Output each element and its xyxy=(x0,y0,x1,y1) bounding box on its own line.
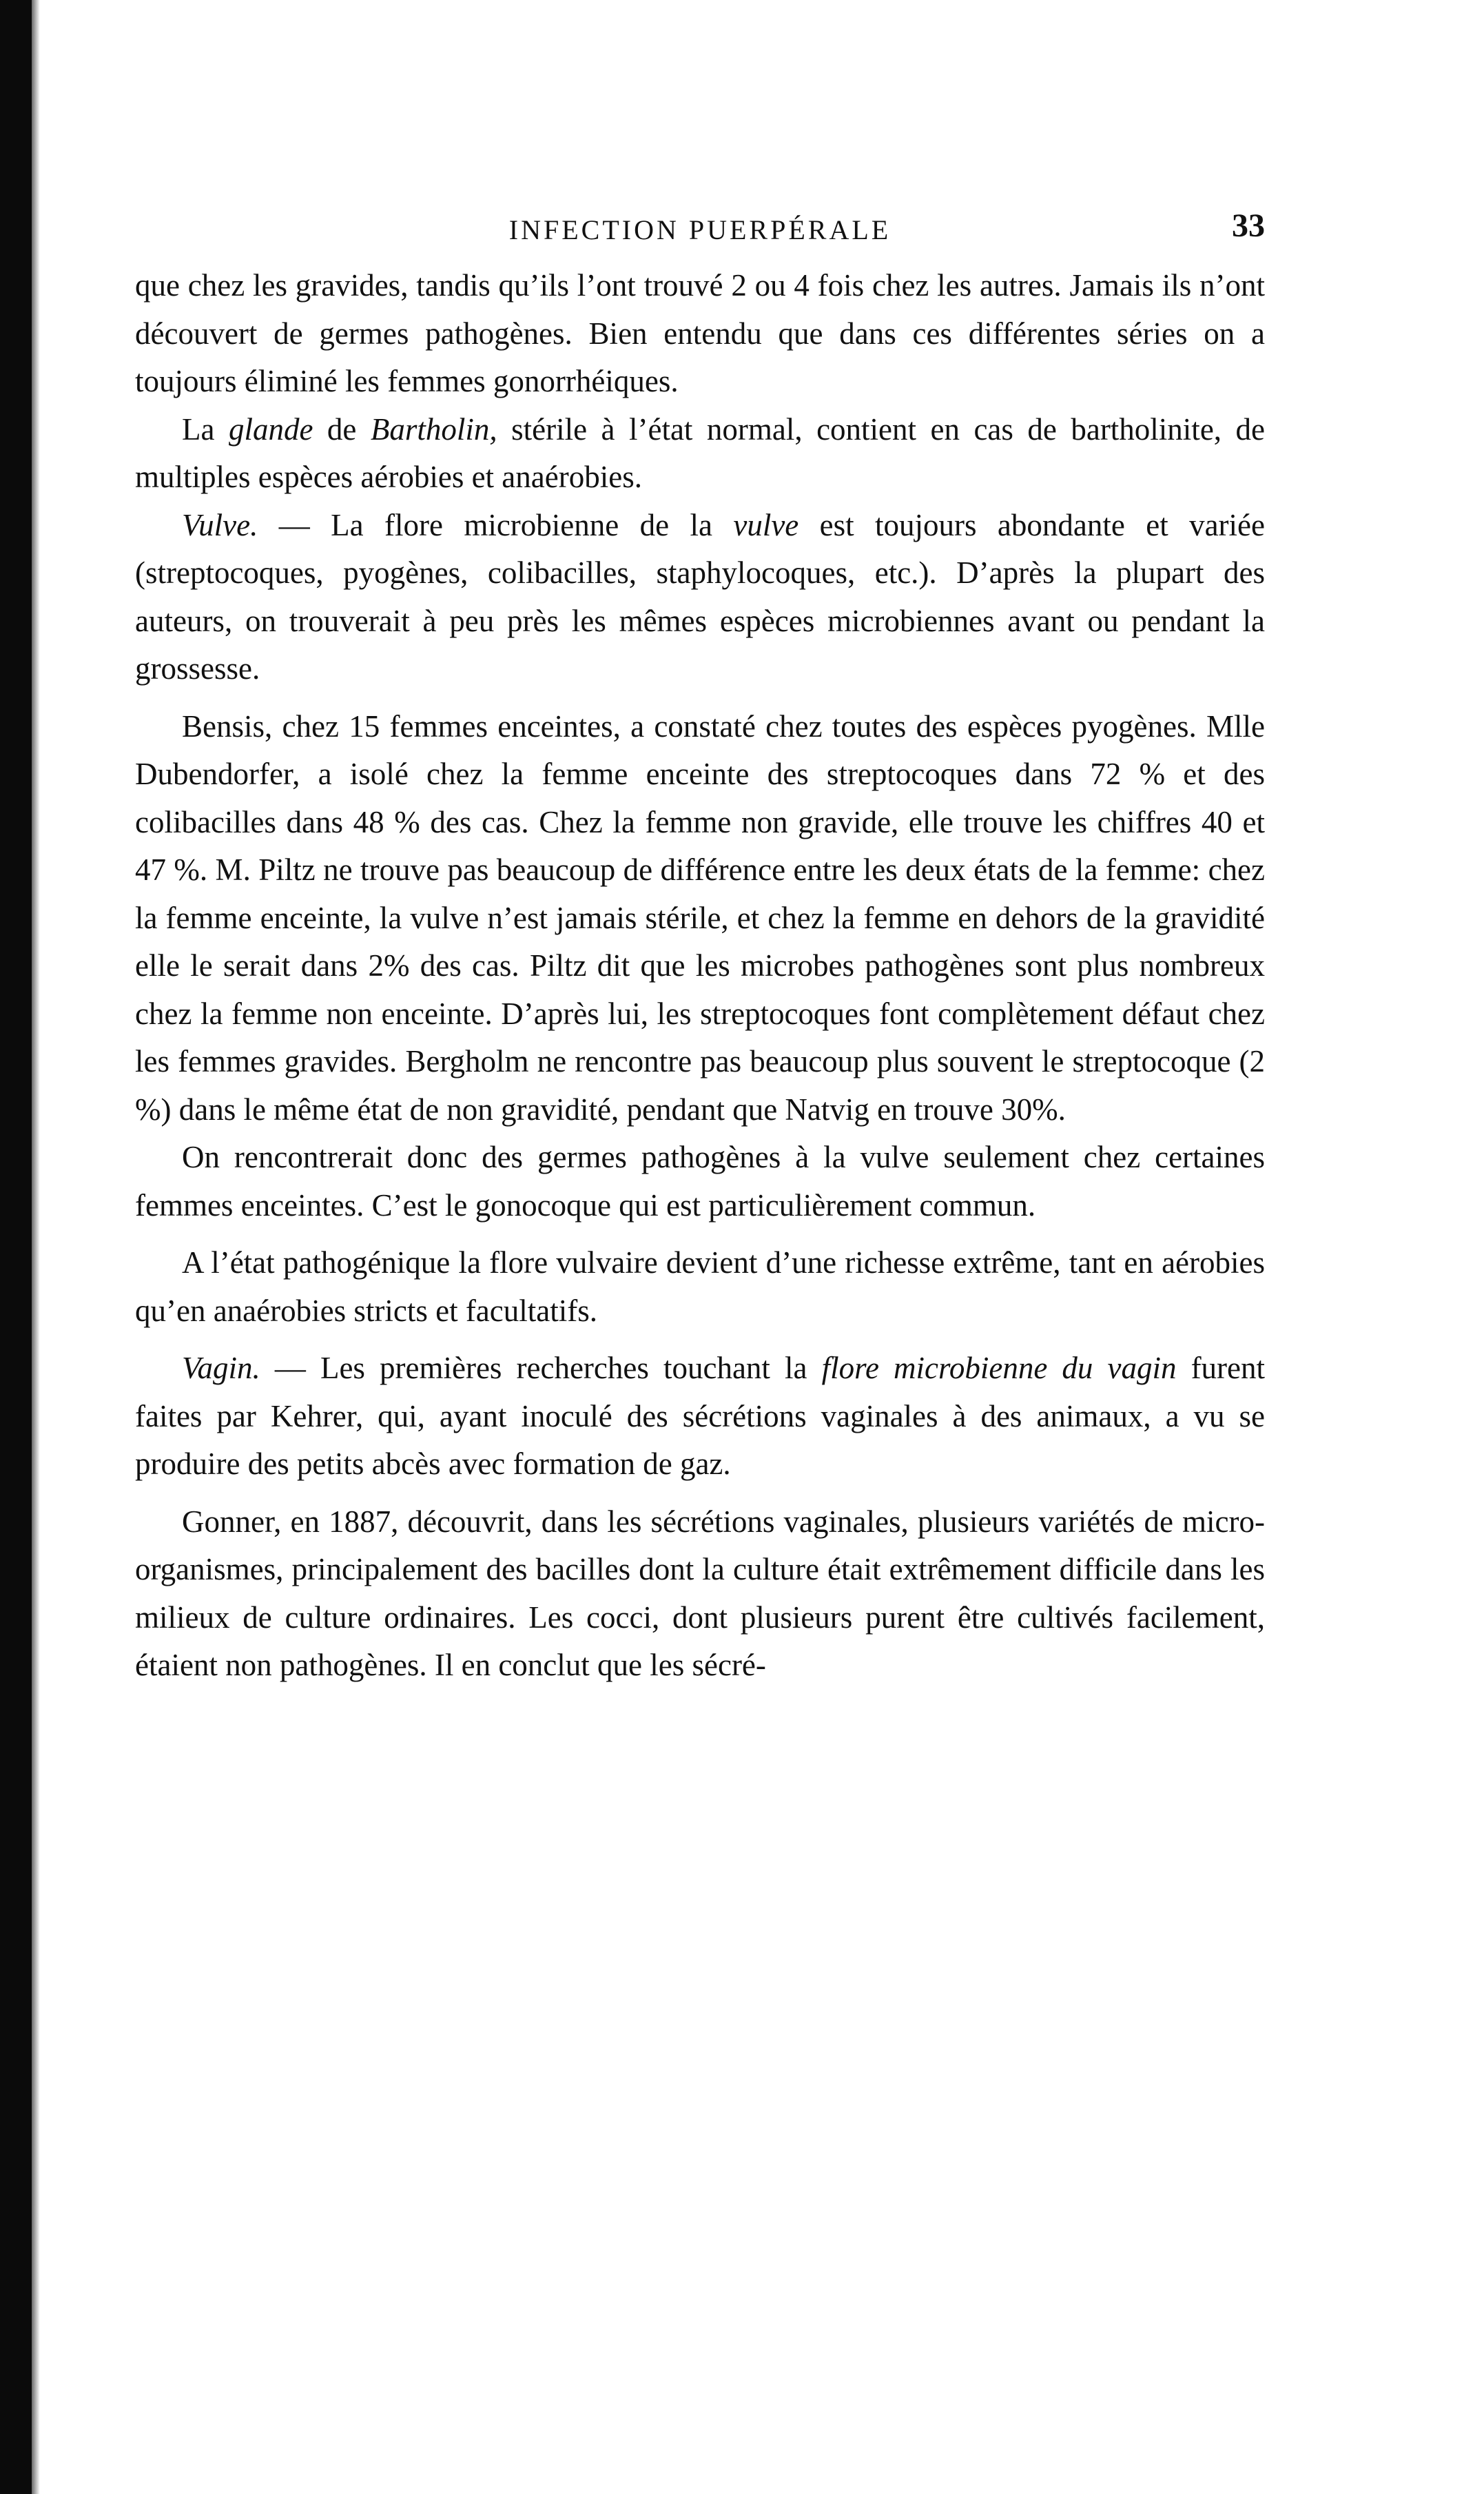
binding-edge xyxy=(0,0,32,2494)
section-heading-vagin: Vagin. xyxy=(182,1351,260,1385)
paragraph-6: A l’état pathogénique la flore vulvaire devient d’une richesse extrême, tant en aérobies qu’en anaérobies stricts et facultatifs. xyxy=(135,1245,1265,1328)
body-text xyxy=(135,262,1265,1690)
running-title: INFECTION PUERPÉRALE xyxy=(508,214,892,245)
binding-shadow xyxy=(32,0,40,2494)
paragraph-7: Vagin. — Les premières recherches touchant la flore microbienne du vagin furent faites par Kehrer, qui, ayant inoculé des sécrétions vaginales à des animaux, a vu se produire des petits abcès avec formation de gaz. xyxy=(135,1351,1266,1481)
paragraph-4: Bensis, chez 15 femmes enceintes, a constaté chez toutes des espèces pyogènes. Mlle Dubendorfer, a isolé chez la femme enceinte des streptocoques dans 72 % et des colibacilles dans 48 % des cas. Chez la femme non gravide, elle trouve les chiffres 40 et 47 %. M. Piltz ne trouve pas beaucoup de différence entre les deux états de la femme: chez la femme enceinte, la vulve n’est jamais stérile, et chez la femme en dehors de la gravidité elle le serait dans 2% des cas. Piltz dit que les microbes pathogènes sont plus nombreux chez la femme non enceinte. D’après lui, les streptocoques font complètement défaut chez les femmes gravides. Bergholm ne rencontre pas beaucoup plus souvent le streptocoque (2 %) dans le même état de non gravidité, pendant que Natvig en trouve 30%. xyxy=(135,708,1265,1127)
page xyxy=(135,207,1265,1690)
running-head xyxy=(135,207,1265,262)
page-number: 33 xyxy=(1232,207,1265,244)
paragraph-3: Vulve. — La flore microbienne de la vulve est toujours abondante et variée (streptocoques, pyogènes, colibacilles, staphylocoques, etc.). D’après la plupart des auteurs, on trouverait à peu près les mêmes espèces microbiennes avant ou pendant la grossesse. xyxy=(135,507,1265,686)
paragraph-1: que chez les gravides, tandis qu’ils l’ont trouvé 2 ou 4 fois chez les autres. Jamais ils n’ont découvert de germes pathogènes. Bien entendu que dans ces différentes séries on a toujours éliminé les femmes gonorrhéiques. xyxy=(135,268,1265,398)
paragraph-5: On rencontrerait donc des germes pathogènes à la vulve seulement chez certaines femmes enceintes. C’est le gonocoque qui est particulièrement commun. xyxy=(135,1140,1265,1223)
paragraph-2: La glande de Bartholin, stérile à l’état normal, contient en cas de bartholinite, de multiples espèces aérobies et anaérobies. xyxy=(135,411,1265,494)
paragraph-8: Gonner, en 1887, découvrit, dans les sécrétions vaginales, plusieurs variétés de micro-organismes, principalement des bacilles dont la culture était extrêmement difficile dans les milieux de culture ordinaires. Les cocci, dont plusieurs purent être cultivés facilement, étaient non pathogènes. Il en conclut que les sécré- xyxy=(135,1504,1265,1682)
section-heading-vulve: Vulve. xyxy=(182,507,258,542)
